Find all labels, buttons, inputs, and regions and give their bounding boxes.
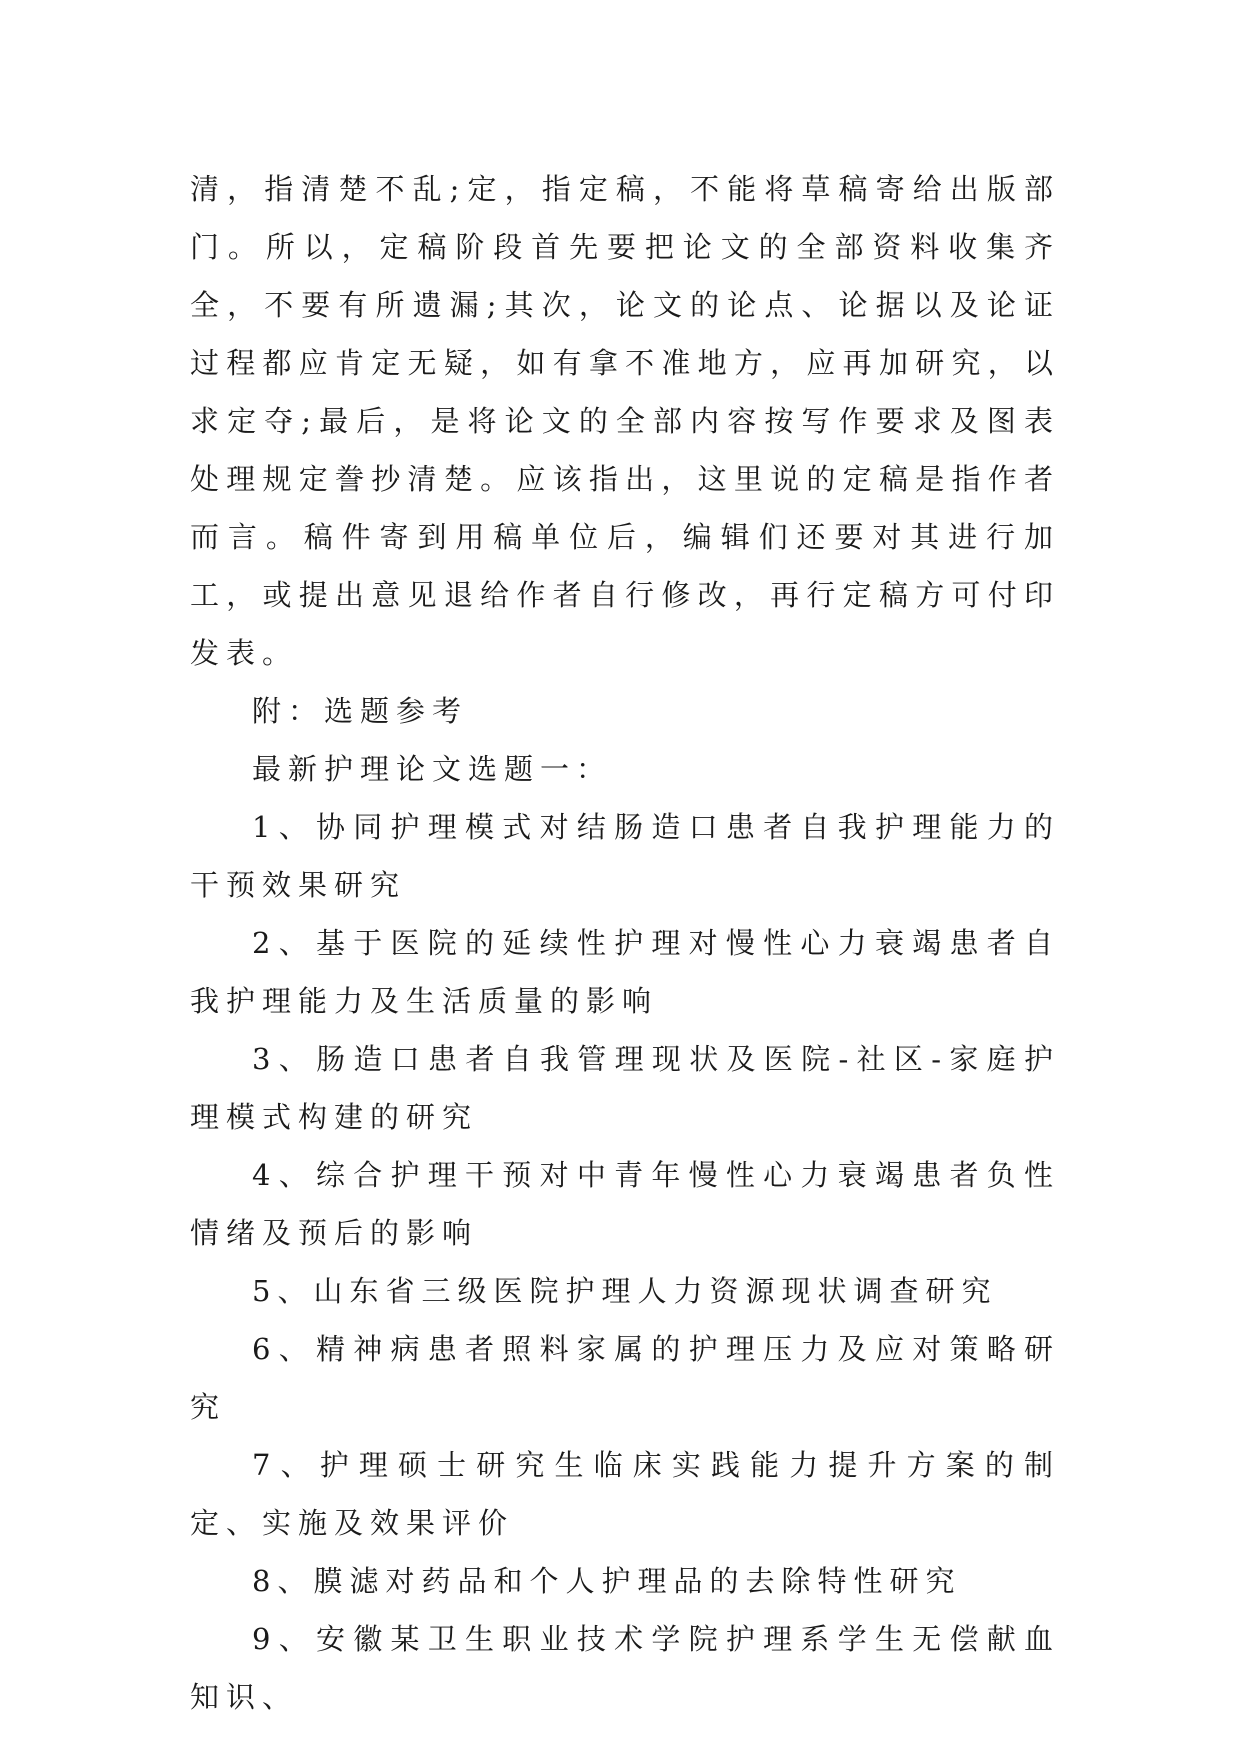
topic-item-8: 8、膜滤对药品和个人护理品的去除特性研究 [252, 1564, 962, 1598]
topic-item-7: 7、护理硕士研究生临床实践能力提升方案的制定、实施及效果评价 [190, 1448, 1060, 1540]
topic-item-1: 1、协同护理模式对结肠造口患者自我护理能力的干预效果研究 [190, 810, 1060, 902]
topic-item-5: 5、山东省三级医院护理人力资源现状调查研究 [252, 1274, 998, 1308]
topic-item-3: 3、肠造口患者自我管理现状及医院-社区-家庭护理模式构建的研究 [190, 1042, 1060, 1134]
topic-item-6: 6、精神病患者照料家属的护理压力及应对策略研究 [190, 1332, 1060, 1424]
appendix-title: 附：选题参考 [252, 694, 469, 728]
body-paragraph: 清，指清楚不乱;定，指定稿，不能将草稿寄给出版部门。所以，定稿阶段首先要把论文的全部资料收集齐全，不要有所遗漏;其次，论文的论点、论据以及论证过程都应肯定无疑，如有拿不准地方，应再加研究，以求定夺;最后，是将论文的全部内容按写作要求及图表处理规定誊抄清楚。应该指出，这里说的定稿是指作者而言。稿件寄到用稿单位后，编辑们还要对其进行加工，或提出意见退给作者自行修改，再行定稿方可付印发表。 [190, 172, 1060, 670]
document-body [190, 160, 1060, 1726]
section-title: 最新护理论文选题一： [252, 752, 613, 786]
topic-item-4: 4、综合护理干预对中青年慢性心力衰竭患者负性情绪及预后的影响 [190, 1158, 1060, 1250]
topic-item-9: 9、安徽某卫生职业技术学院护理系学生无偿献血知识、 [190, 1622, 1060, 1714]
topic-item-2: 2、基于医院的延续性护理对慢性心力衰竭患者自我护理能力及生活质量的影响 [190, 926, 1060, 1018]
